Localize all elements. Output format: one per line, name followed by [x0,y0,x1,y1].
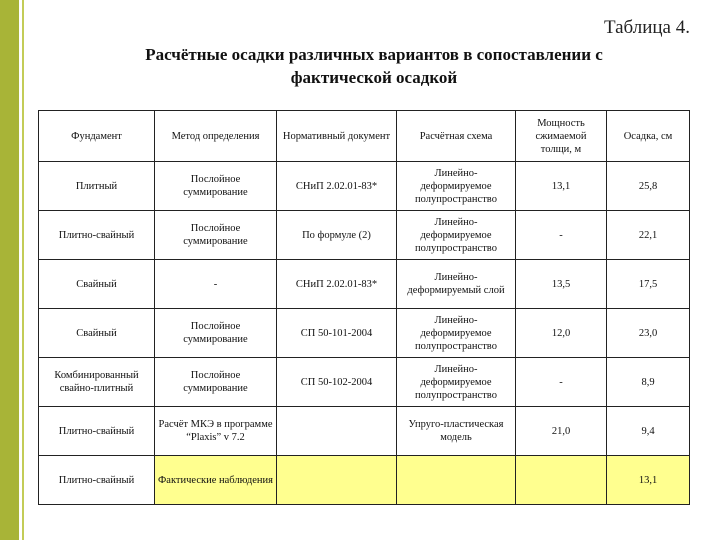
accent-bar [0,0,19,540]
table-cell: Плитно-свайный [39,211,155,260]
table-cell: 17,5 [607,260,690,309]
header-cell: Фундамент [39,111,155,162]
header-cell: Расчётная схема [397,111,516,162]
table-cell: Линейно-деформируемый слой [397,260,516,309]
table-row [39,358,690,407]
table-row [39,309,690,358]
header-cell: Нормативный документ [277,111,397,162]
table-row [39,211,690,260]
table-cell: 12,0 [516,309,607,358]
table-cell: 21,0 [516,407,607,456]
table-cell: - [516,358,607,407]
table-cell-highlighted [277,456,397,505]
header-cell: Мощность сжимаемой толщи, м [516,111,607,162]
settlement-table [38,110,690,505]
table-cell: По формуле (2) [277,211,397,260]
table-cell-highlighted: 13,1 [607,456,690,505]
table-header-row [39,111,690,162]
table-cell: Линейно-деформируемое полупространство [397,162,516,211]
table-cell: СНиП 2.02.01-83* [277,162,397,211]
table-cell: - [516,211,607,260]
table-cell: Послойное суммирование [155,358,277,407]
table-cell-highlighted [397,456,516,505]
table-cell: Послойное суммирование [155,162,277,211]
table-cell: 8,9 [607,358,690,407]
table-row [39,162,690,211]
table-cell: Расчёт МКЭ в программе “Plaxis” v 7.2 [155,407,277,456]
table-cell: СНиП 2.02.01-83* [277,260,397,309]
table-cell: - [155,260,277,309]
table-cell: 23,0 [607,309,690,358]
table-cell: 9,4 [607,407,690,456]
table-cell: Линейно-деформируемое полупространство [397,211,516,260]
title-line-2: фактической осадкой [290,68,458,87]
table-cell: Линейно-деформируемое полупространство [397,309,516,358]
table-cell-highlighted [516,456,607,505]
table-row-observed [39,456,690,505]
table-cell: 13,5 [516,260,607,309]
table-cell: Послойное суммирование [155,309,277,358]
table-cell: СП 50-101-2004 [277,309,397,358]
table-cell: Плитно-свайный [39,456,155,505]
header-cell: Осадка, см [607,111,690,162]
table-cell: Комбинированный свайно-плитный [39,358,155,407]
table-cell: СП 50-102-2004 [277,358,397,407]
table-cell: Свайный [39,260,155,309]
table-cell: Плитно-свайный [39,407,155,456]
table-cell: Упруго-пластическая модель [397,407,516,456]
title-line-1: Расчётные осадки различных вариантов в сопоставлении с [145,45,603,64]
page-title [40,43,708,89]
header-cell: Метод определения [155,111,277,162]
table-number: Таблица 4. [603,17,690,38]
table-row [39,260,690,309]
accent-line [22,0,24,540]
table-cell [277,407,397,456]
table-cell: 22,1 [607,211,690,260]
table-cell-highlighted: Фактические наблюдения [155,456,277,505]
table-cell: Свайный [39,309,155,358]
table-row [39,407,690,456]
table-cell: Послойное суммирование [155,211,277,260]
table-cell: Плитный [39,162,155,211]
table-cell: 25,8 [607,162,690,211]
table-cell: Линейно-деформируемое полупространство [397,358,516,407]
table-cell: 13,1 [516,162,607,211]
